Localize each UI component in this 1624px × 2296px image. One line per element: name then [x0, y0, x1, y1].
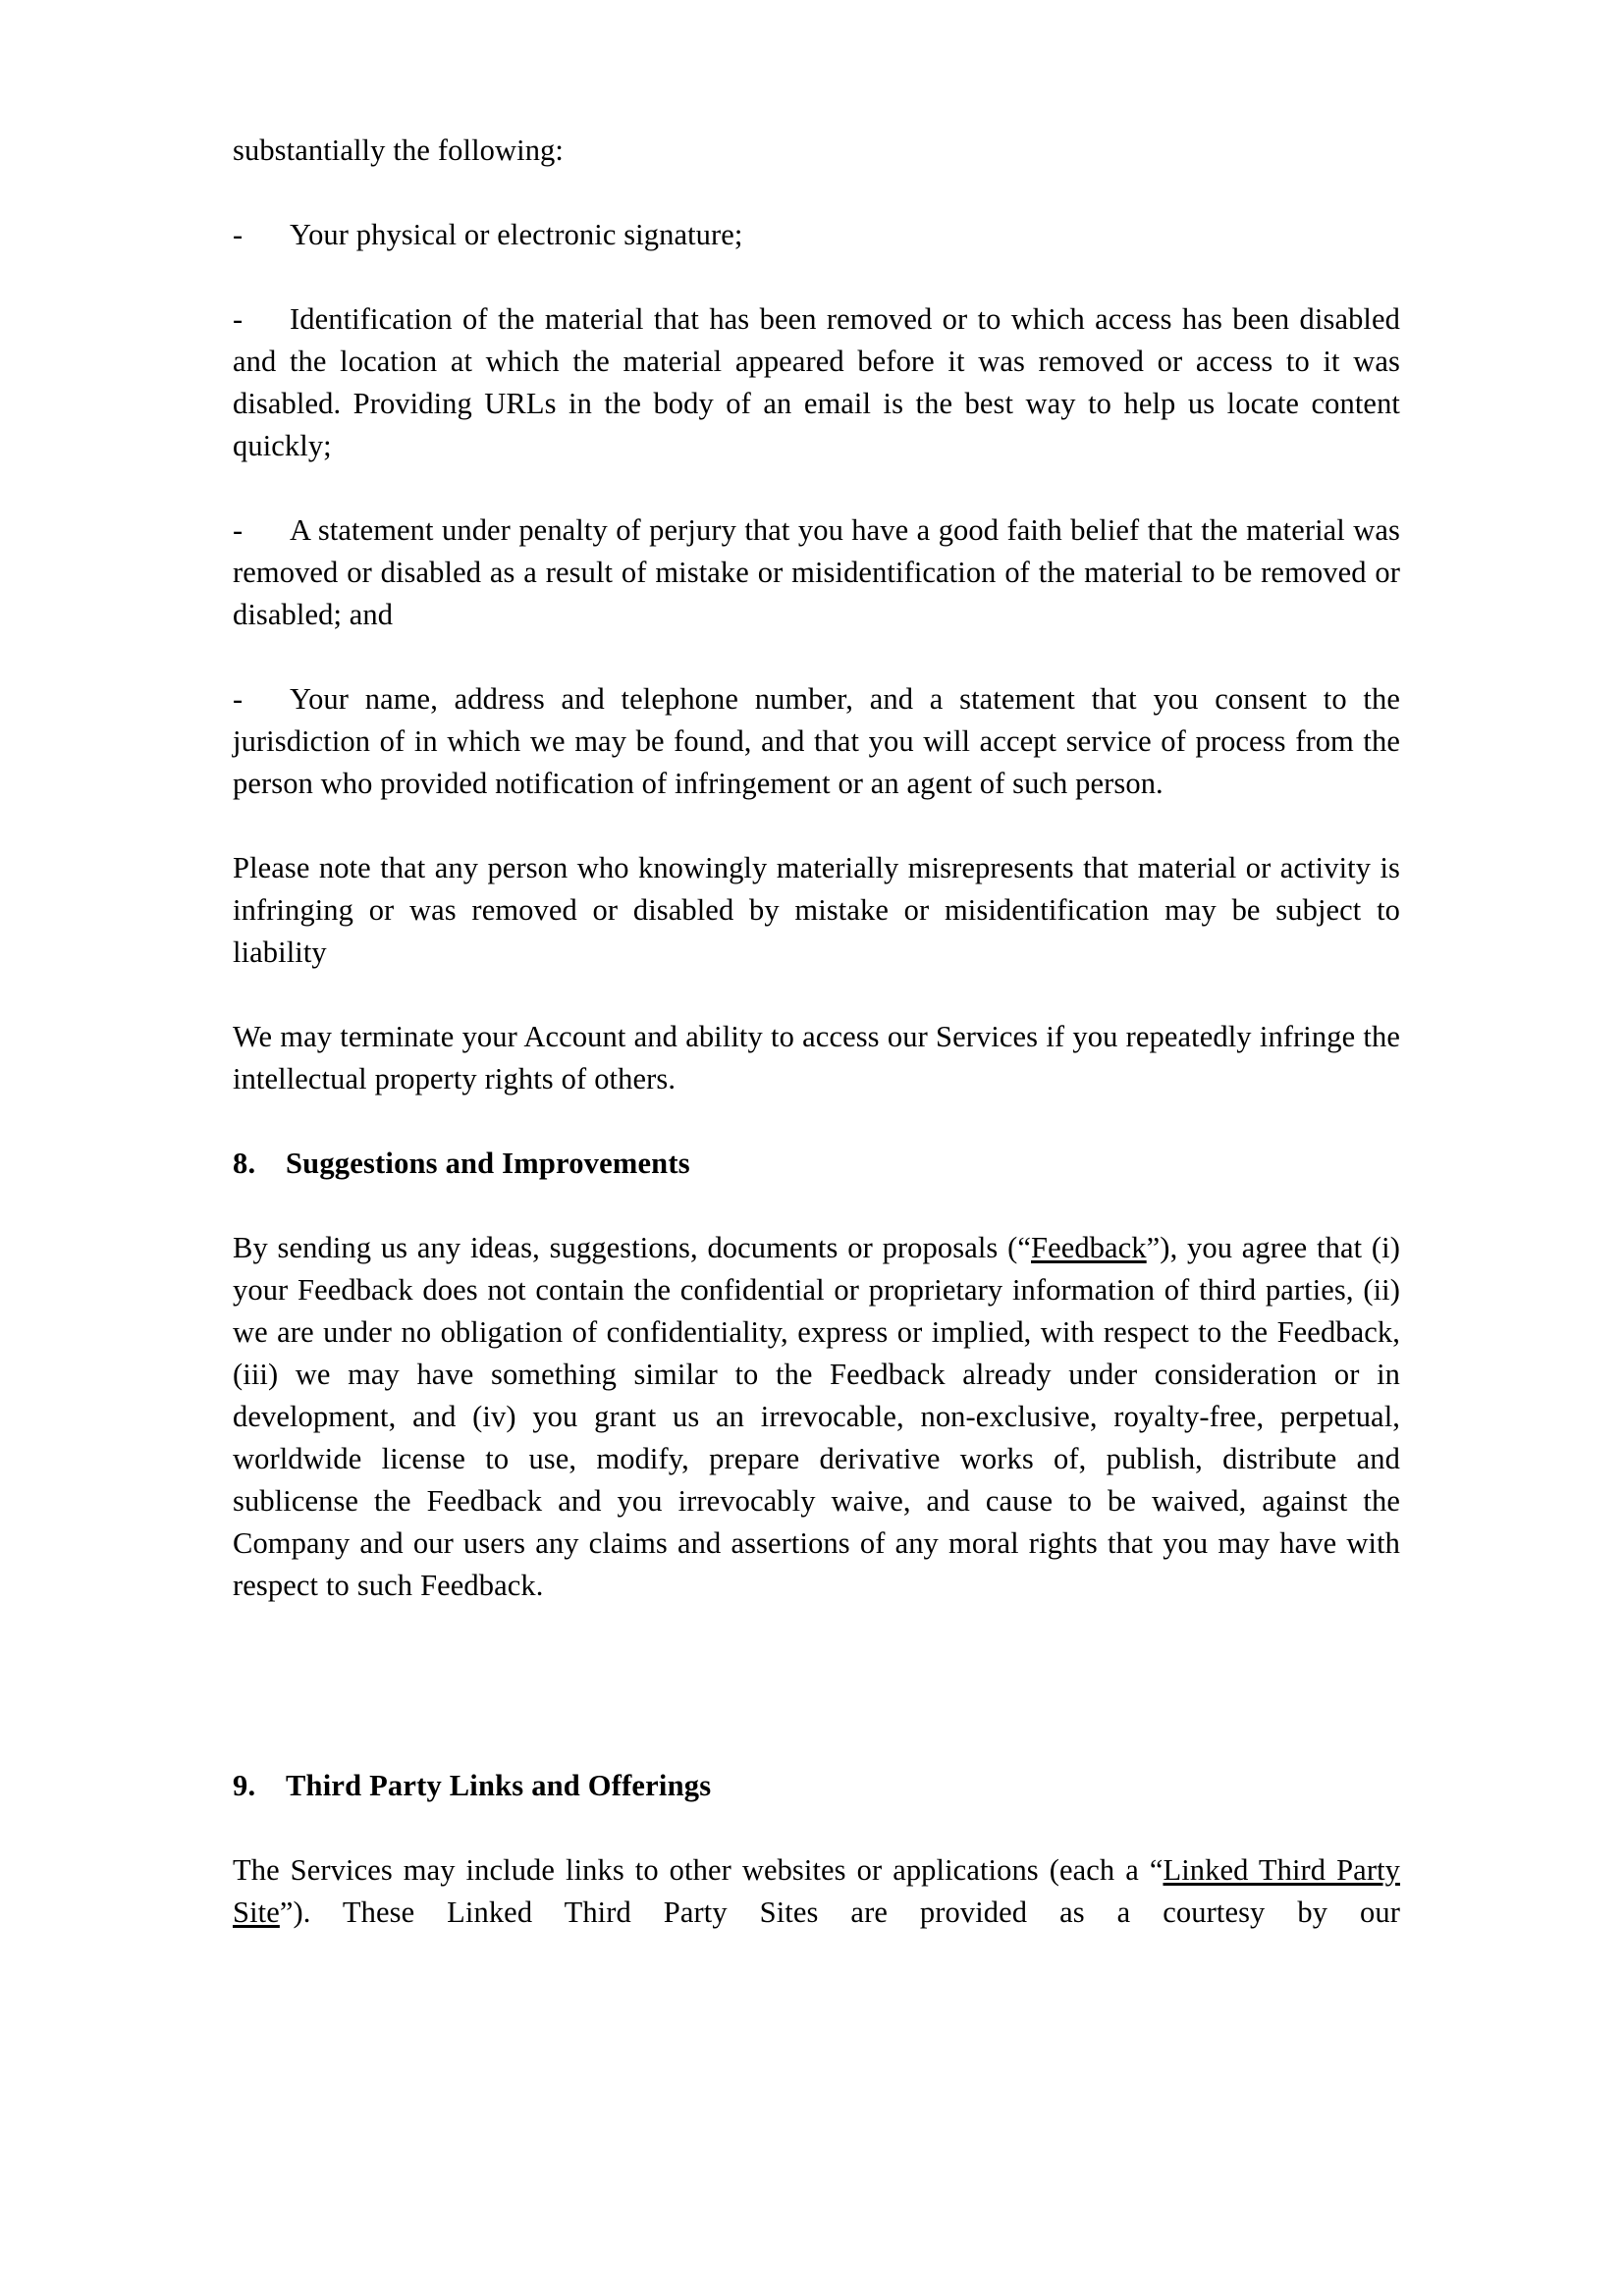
- list-item-text: Your physical or electronic signature;: [290, 218, 743, 251]
- feedback-text-after: ”), you agree that (i) your Feedback does not contain the confidential or proprietary information of third parties, (ii) we are under no obligation of confidentiality, express or implied, with respect to the Feedback, (iii) we may have something similar to the Feedback already under consideration or in development, and (iv) you grant us an irrevocable, non-exclusive, royalty-free, perpetual, worldwide license to use, modify, prepare derivative works of, publish, distribute and sublicense the Feedback and you irrevocably waive, and cause to be waived, against the Company and our users any claims and assertions of any moral rights that you may have with respect to such Feedback.: [233, 1231, 1400, 1602]
- bullet-marker: -: [233, 218, 244, 251]
- defined-term-linked-third-party-site: Linked Third Party Site: [233, 1853, 1401, 1929]
- section-title: Suggestions and Improvements: [286, 1147, 690, 1180]
- intro-paragraph: substantially the following:: [233, 133, 564, 167]
- section-spacer: [233, 1649, 1400, 1765]
- list-item-text: Your name, address and telephone number, and a statement that you consent to the jurisdiction of in which we may be found, and that you will accept service of process from the person who provided notification of infringement or an agent of such person.: [233, 682, 1400, 800]
- bullet-marker: -: [233, 513, 244, 547]
- misrepresentation-paragraph: Please note that any person who knowingly materially misrepresents that material or activity is infringing or was removed or disabled by mistake or misidentification may be subject to liability: [233, 851, 1400, 969]
- section-title: Third Party Links and Offerings: [286, 1769, 712, 1802]
- third-party-text-after: ”). These Linked Third Party Sites are provided as a courtesy by our: [279, 1896, 1400, 1929]
- section-heading-9: [233, 1765, 1400, 1807]
- feedback-text-before: By sending us any ideas, suggestions, documents or proposals (“: [233, 1231, 1031, 1264]
- document-body: [233, 130, 1400, 1934]
- third-party-text-before: The Services may include links to other websites or applications (each a “: [233, 1853, 1164, 1887]
- list-item-text: A statement under penalty of perjury that you have a good faith belief that the material was removed or disabled as a result of mistake or misidentification of the material to be removed or disabled; and: [233, 513, 1400, 631]
- list-item: [233, 214, 1400, 256]
- list-item: [233, 678, 1400, 805]
- termination-paragraph: We may terminate your Account and ability to access our Services if you repeatedly infringe the intellectual property rights of others.: [233, 1020, 1400, 1095]
- section-heading-8: [233, 1143, 1400, 1185]
- bullet-marker: -: [233, 682, 244, 716]
- list-item-text: Identification of the material that has been removed or to which access has been disabled and the location at which the material appeared before it was removed or access to it was disabled. Providing URLs in the body of an email is the best way to help us locate content quickly;: [233, 302, 1400, 462]
- feedback-paragraph: [233, 1227, 1400, 1607]
- section-number: 8.: [233, 1147, 256, 1180]
- defined-term-feedback: Feedback: [1031, 1231, 1147, 1264]
- third-party-links-paragraph: [233, 1849, 1400, 1934]
- list-item: [233, 298, 1400, 467]
- bullet-marker: -: [233, 302, 244, 336]
- section-number: 9.: [233, 1769, 256, 1802]
- list-item: [233, 509, 1400, 636]
